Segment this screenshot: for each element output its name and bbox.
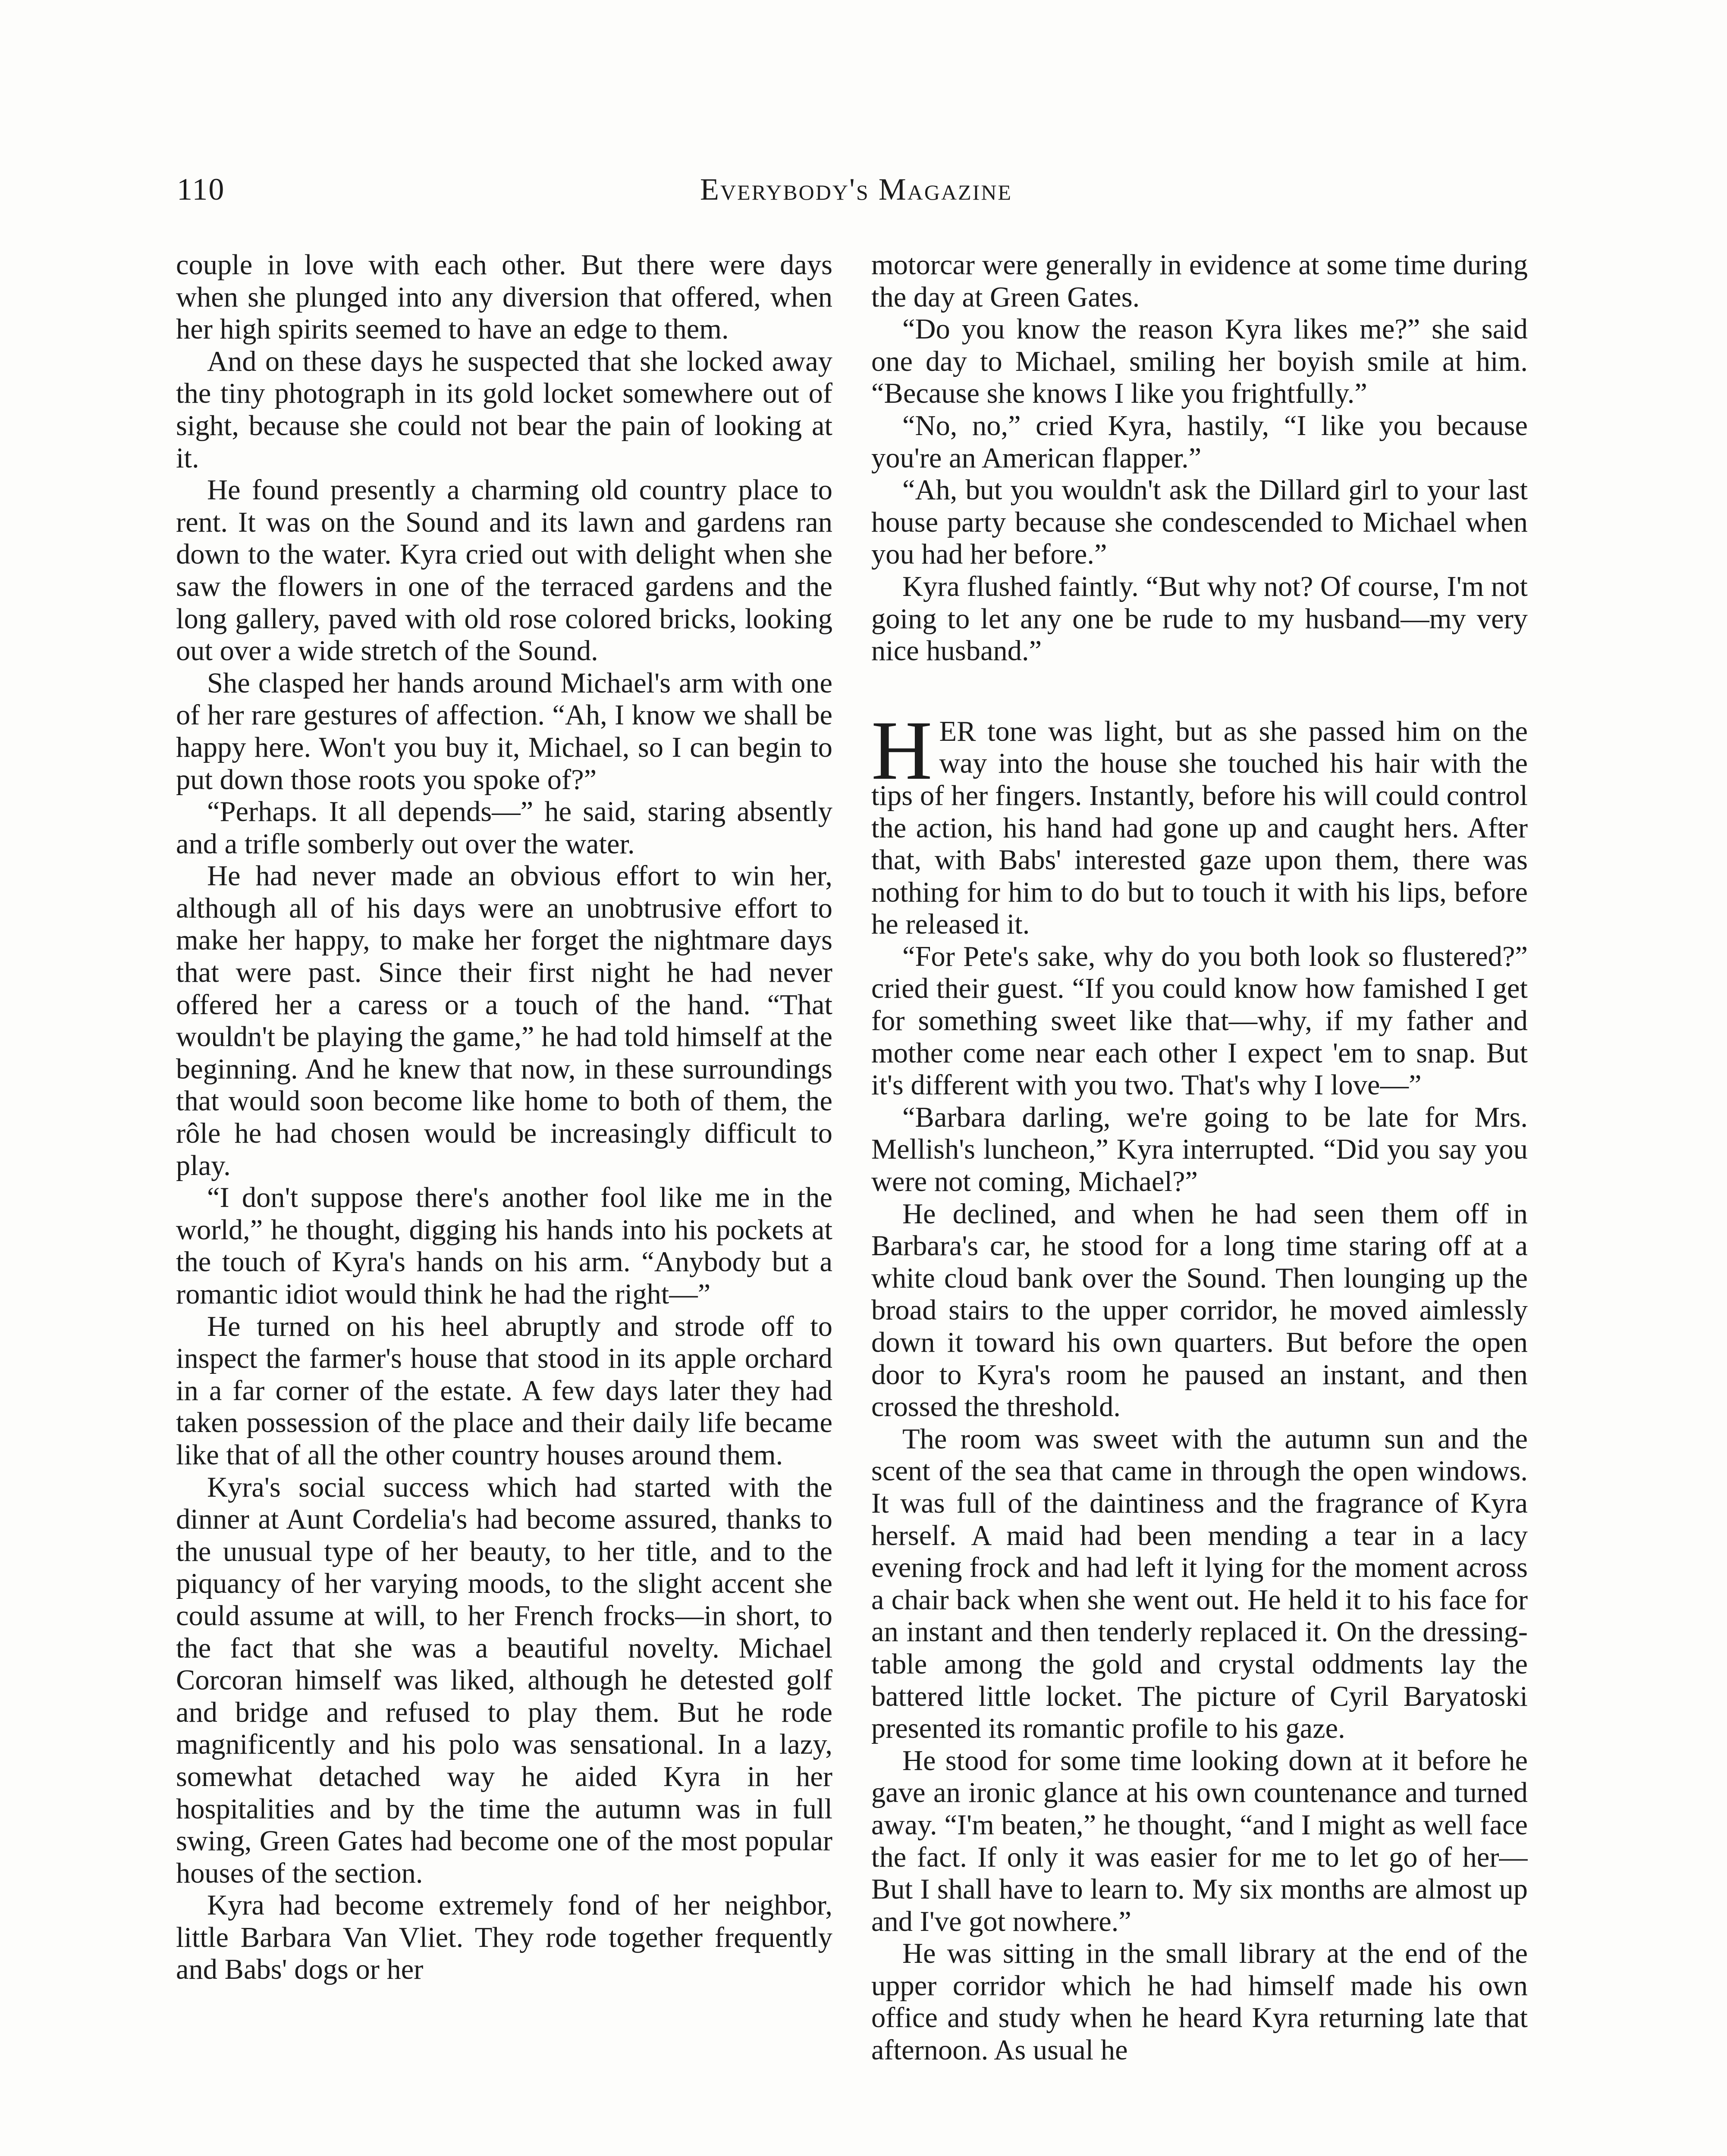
paragraph: She clasped her hands around Michael's arm with one of her rare gestures of affection. “Ah, I know we shall be happy here. Won't you buy it, Michael, so I can begin to put down those roots you spoke of?”: [176, 667, 832, 796]
drop-cap: H: [871, 703, 933, 797]
paragraph: And on these days he suspected that she locked away the tiny photograph in its gold locket somewhere out of sight, because she could not bear the pain of looking at it.: [176, 345, 832, 474]
page-header: [177, 172, 1535, 215]
paragraph: The room was sweet with the autumn sun and the scent of the sea that came in through the open windows. It was full of the daintiness and the fragrance of Kyra herself. A maid had been mending a tear in a lacy evening frock and had left it lying for the moment across a chair back when she went out. He held it to his face for an instant and then tenderly replaced it. On the dressing-table among the gold and crystal oddments lay the battered little locket. The picture of Cyril Baryatoski presented its romantic profile to his gaze.: [871, 1423, 1528, 1745]
paragraph: Kyra's social success which had started with the dinner at Aunt Cordelia's had become assured, thanks to the unusual type of her beauty, to her title, and to the piquancy of her varying moods, to the slight accent she could assume at will, to her French frocks—in short, to the fact that she was a beautiful novelty. Michael Corcoran himself was liked, although he detested golf and bridge and refused to play them. But he rode magnificently and his polo was sensational. In a lazy, somewhat detached way he aided Kyra in her hospitalities and by the time the autumn was in full swing, Green Gates had become one of the most popular houses of the section.: [176, 1471, 832, 1889]
small-caps-lead: ER: [939, 715, 976, 747]
paragraph: He declined, and when he had seen them off in Barbara's car, he stood for a long time staring off at a white cloud bank over the Sound. Then lounging up the broad stairs to the upper corridor, he moved aimlessly down it toward his own quarters. But before the open door to Kyra's room he paused an instant, and then crossed the threshold.: [871, 1198, 1528, 1423]
paragraph: “For Pete's sake, why do you both look so flustered?” cried their guest. “If you could know how famished I get for something sweet like that—why, if my father and mother come near each other I expect 'em to snap. But it's different with you two. That's why I love—”: [871, 940, 1528, 1101]
paragraph: Kyra flushed faintly. “But why not? Of course, I'm not going to let any one be rude to my husband—my very nice husband.”: [871, 570, 1528, 667]
paragraph: “Do you know the reason Kyra likes me?” she said one day to Michael, smiling her boyish smile at him. “Because she knows I like you frightfully.”: [871, 313, 1528, 410]
paragraph: motorcar were generally in evidence at some time during the day at Green Gates.: [871, 249, 1528, 313]
section-start-paragraph: [871, 703, 1528, 941]
paragraph: He was sitting in the small library at the end of the upper corridor which he had himself made his own office and study when he heard Kyra returning late that afternoon. As usual he: [871, 1938, 1528, 2066]
paragraph: He found presently a charming old country place to rent. It was on the Sound and its lawn and gardens ran down to the water. Kyra cried out with delight when she saw the flowers in one of the terraced gardens and the long gallery, paved with old rose colored bricks, looking out over a wide stretch of the Sound.: [176, 474, 832, 667]
paragraph: He had never made an obvious effort to win her, although all of his days were an unobtrusive effort to make her happy, to make her forget the nightmare days that were past. Since their first night he had never offered her a caress or a touch of the hand. “That wouldn't be playing the game,” he had told himself at the beginning. And he knew that now, in these surroundings that would soon become like home to both of them, the rôle he had chosen would be increasingly difficult to play.: [176, 860, 832, 1181]
paragraph: He turned on his heel abruptly and strode off to inspect the farmer's house that stood in its apple orchard in a far corner of the estate. A few days later they had taken possession of the place and their daily life became like that of all the other country houses around them.: [176, 1310, 832, 1471]
paragraph-text: tone was light, but as she passed him on the way into the house she touched his hair with the tips of her fingers. Instantly, before his will could control the action, his hand had gone up and caught hers. After that, with Babs' interested gaze upon them, there was nothing for him to do but to touch it with his lips, before he released it.: [871, 715, 1528, 940]
magazine-title: Everybody's Magazine: [700, 172, 1012, 207]
paragraph: couple in love with each other. But there were days when she plunged into any diversion that offered, when her high spirits seemed to have an edge to them.: [176, 249, 832, 345]
page-number: 110: [177, 172, 225, 207]
paragraph: “Perhaps. It all depends—” he said, staring absently and a trifle somberly out over the water.: [176, 796, 832, 860]
right-column: [871, 249, 1528, 2156]
left-column: [176, 249, 832, 2156]
paragraph: Kyra had become extremely fond of her neighbor, little Barbara Van Vliet. They rode together frequently and Babs' dogs or her: [176, 1890, 832, 1986]
paragraph: “No, no,” cried Kyra, hastily, “I like you because you're an American flapper.”: [871, 410, 1528, 474]
paragraph: He stood for some time looking down at it before he gave an ironic glance at his own countenance and turned away. “I'm beaten,” he thought, “and I might as well face the fact. If only it was easier for me to let go of her— But I shall have to learn to. My six months are almost up and I've got nowhere.”: [871, 1745, 1528, 1937]
paragraph: “Ah, but you wouldn't ask the Dillard girl to your last house party because she condescended to Michael when you had her before.”: [871, 474, 1528, 570]
paragraph: “Barbara darling, we're going to be late for Mrs. Mellish's luncheon,” Kyra interrupted. “Did you say you were not coming, Michael?”: [871, 1101, 1528, 1198]
paragraph: “I don't suppose there's another fool like me in the world,” he thought, digging his hands into his pockets at the touch of Kyra's hands on his arm. “Anybody but a romantic idiot would think he had the right—”: [176, 1182, 832, 1310]
